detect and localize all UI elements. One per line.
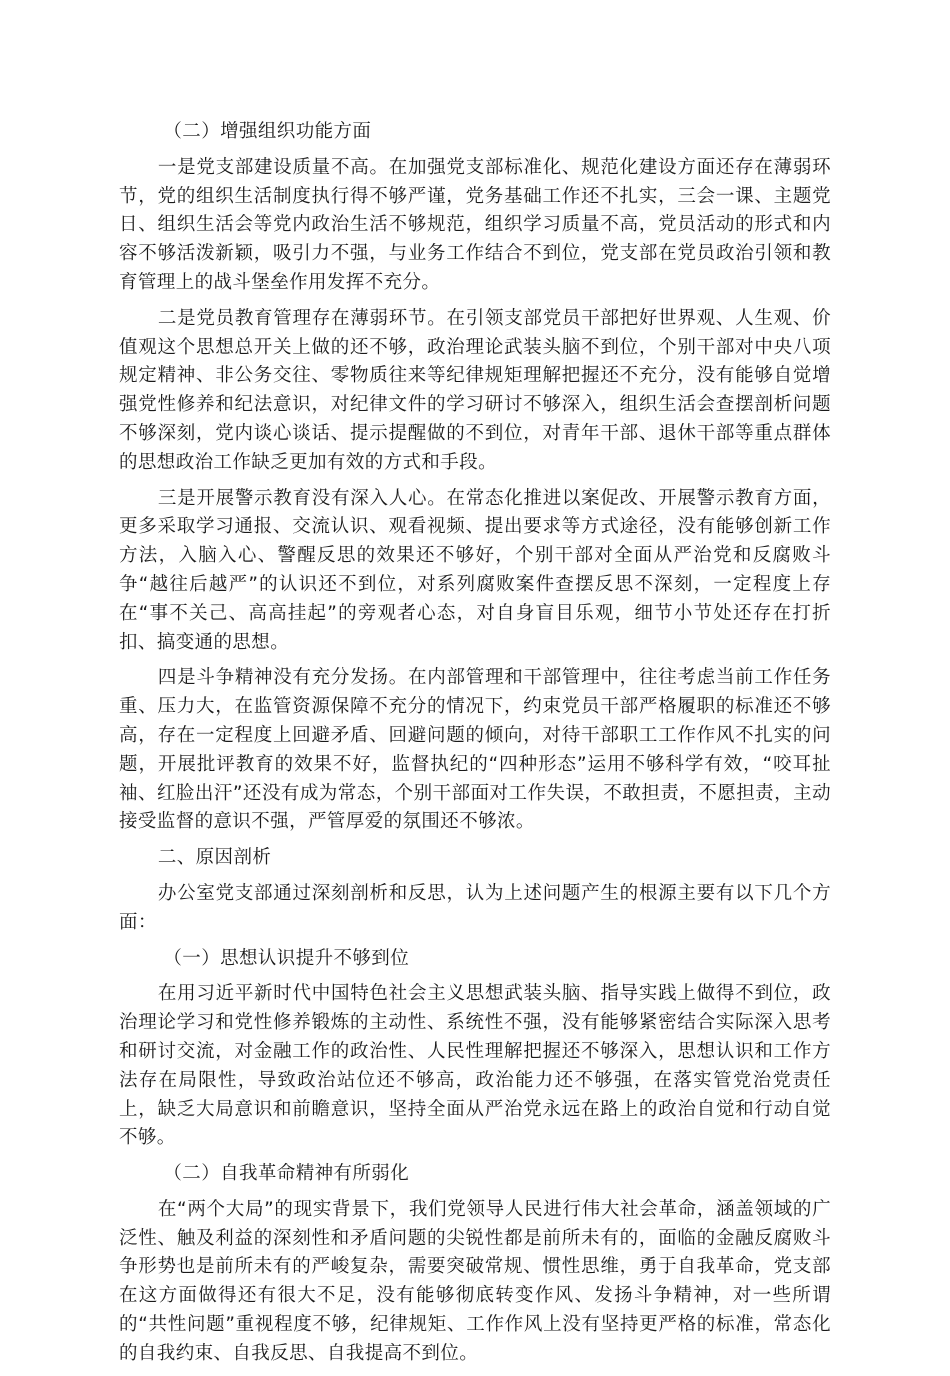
- paragraph-member-education: 二是党员教育管理存在薄弱环节。在引领支部党员干部把好世界观、人生观、价值观这个思想总开关上做的还不够，政治理论武装头脑不到位，个别干部对中央八项规定精神、非公务交往、零物质往来等纪律规矩理解把握还不充分，没有能够自觉增强党性修养和纪法意识，对纪律文件的学习研讨不够深入，组织生活会查摆剖析问题不够深刻，党内谈心谈话、提示提醒做的不到位，对青年干部、退休干部等重点群体的思想政治工作缺乏更加有效的方式和手段。: [119, 307, 831, 473]
- paragraph-ideology: 在用习近平新时代中国特色社会主义思想武装头脑、指导实践上做得不到位，政治理论学习和党性修养锻炼的主动性、系统性不强，没有能够紧密结合实际深入思考和研讨交流，对金融工作的政治性、人民性理解把握还不够深入，思想认识和工作方法存在局限性，导致政治站位还不够高，政治能力还不够强，在落实管党治党责任上，缺乏大局意识和前瞻意识，坚持全面从严治党永远在路上的政治自觉和行动自觉不够。: [119, 983, 831, 1149]
- section-heading-organization: （二）增强组织功能方面: [163, 121, 372, 142]
- document-page: [119, 118, 831, 1376]
- cause-heading-ideology: （一）思想认识提升不够到位: [163, 947, 410, 969]
- paragraph-self-revolution: 在“两个大局”的现实背景下，我们党领导人民进行伟大社会革命，涵盖领域的广泛性、触及利益的深刻性和矛盾问题的尖锐性都是前所未有的，面临的金融反腐败斗争形势也是前所未有的严峻复杂，需要突破常规、惯性思维，勇于自我革命，党支部在这方面做得还有很大不足，没有能够彻底转变作风、发扬斗争精神，对一些所谓的“共性问题”重视程度不够，纪律规矩、工作作风上没有坚持更严格的标准，常态化的自我约束、自我反思、自我提高不到位。: [119, 1198, 831, 1364]
- cause-heading-self-revolution: （二）自我革命精神有所弱化: [163, 1163, 410, 1185]
- paragraph-cause-intro: 办公室党支部通过深刻剖析和反思，认为上述问题产生的根源主要有以下几个方面：: [119, 882, 831, 933]
- paragraph-branch-quality: 一是党支部建设质量不高。在加强党支部标准化、规范化建设方面还存在薄弱环节，党的组织生活制度执行得不够严谨，党务基础工作还不扎实，三会一课、主题党日、组织生活会等党内政治生活不够规范，组织学习质量不高，党员活动的形式和内容不够活泼新颖，吸引力不强，与业务工作结合不到位，党支部在党员政治引领和教育管理上的战斗堡垒作用发挥不充分。: [119, 156, 831, 293]
- paragraph-fighting-spirit: 四是斗争精神没有充分发扬。在内部管理和干部管理中，往往考虑当前工作任务重、压力大，在监管资源保障不充分的情况下，约束党员干部严格履职的标准还不够高，存在一定程度上回避矛盾、回避问题的倾向，对待干部职工工作作风不扎实的问题，开展批评教育的效果不好，监督执纪的“四种形态”运用不够科学有效，“咬耳扯袖、红脸出汗”还没有成为常态，个别干部面对工作失误，不敢担责，不愿担责，主动接受监督的意识不强，严管厚爱的氛围还不够浓。: [119, 667, 831, 833]
- paragraph-warning-education: 三是开展警示教育没有深入人心。在常态化推进以案促改、开展警示教育方面，更多采取学习通报、交流认识、观看视频、提出要求等方式途径，没有能够创新工作方法，入脑入心、警醒反思的效果还不够好，个别干部对全面从严治党和反腐败斗争“越往后越严”的认识还不到位，对系列腐败案件查摆反思不深刻，一定程度上存在“事不关己、高高挂起”的旁观者心态，对自身盲目乐观，细节小节处还存在打折扣、搞变通的思想。: [119, 487, 831, 653]
- part-heading-cause-analysis: 二、原因剖析: [157, 847, 272, 869]
